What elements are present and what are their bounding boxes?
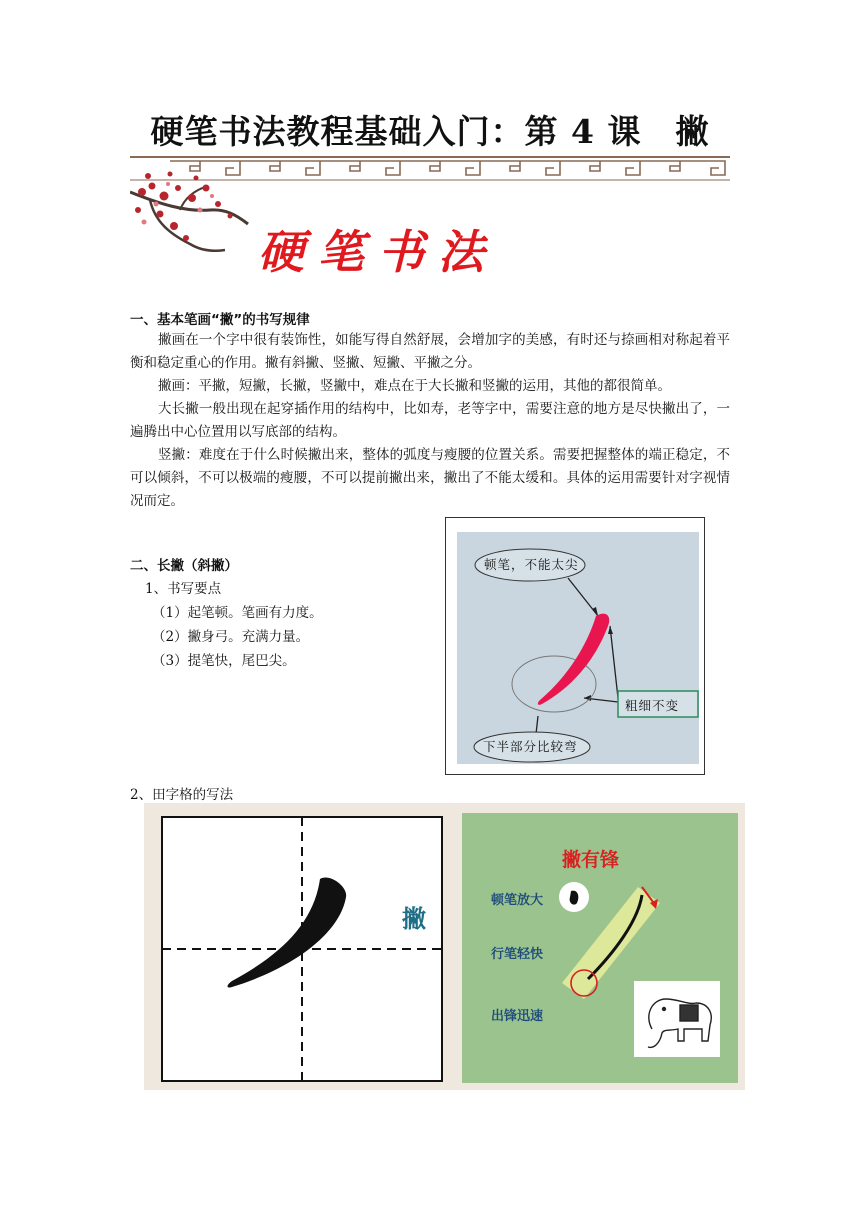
step-label: 行笔轻快: [491, 947, 544, 962]
step-label: 出锋迅速: [491, 1009, 544, 1024]
label-top: 顿笔，不能太尖: [484, 557, 579, 572]
point-item: （3）提笔快，尾巴尖。: [152, 653, 296, 669]
paragraph: 竖撇：难度在于什么时候撇出来，整体的弧度与瘦腰的位置关系。需要把握整体的端正稳定，不可以倾斜，不可以极端的瘦腰，不可以提前撇出来，撇出了不能太缓和。具体的运用需要针对字视情况而定。: [130, 447, 730, 509]
character-label: 撇: [402, 905, 426, 933]
banner-title: 硬笔书法: [258, 225, 498, 279]
label-bottom: 下半部分比较弯: [483, 739, 578, 754]
section2-subheading-2: 2、田字格的写法: [130, 787, 234, 803]
label-right: 粗细不变: [625, 698, 680, 713]
point-item: （1）起笔顿。笔画有力度。: [152, 605, 323, 621]
paragraph: 撇画在一个字中很有装饰性，如能写得自然舒展，会增加字的美感，有时还与捺画相对称起着平衡和稳定重心的作用。撇有斜撇、竖撇、短撇、平撇之分。: [130, 332, 730, 371]
paragraph: 撇画：平撇，短撇，长撇，竖撇中，难点在于大长撇和竖撇的运用，其他的都很简单。: [158, 378, 671, 394]
tianzige-illustration: [144, 803, 745, 1090]
lattice-border: [170, 161, 725, 175]
page-title: 硬笔书法教程基础入门：第 4 课 撇: [150, 112, 710, 151]
stroke-figure-photo: [445, 517, 705, 775]
paragraph: 大长撇一般出现在起穿插作用的结构中，比如寿，老等字中，需要注意的地方是尽快撇出了，一遍腾出中心位置用以写底部的结构。: [130, 401, 730, 440]
point-item: （2）撇身弓。充满力量。: [152, 629, 310, 645]
tianzige-figure: [144, 803, 745, 1090]
section2-heading: 二、长撇（斜撇）: [130, 558, 238, 574]
step-label: 顿笔放大: [491, 893, 544, 908]
panel-title: 撇有锋: [562, 849, 620, 871]
plum-blossom-icon: [130, 172, 248, 251]
section2-subheading: 1、书写要点: [145, 581, 222, 597]
section1-heading: 一、基本笔画“撇”的书写规律: [130, 312, 310, 328]
banner: [130, 152, 730, 279]
section1-body: [130, 329, 730, 513]
